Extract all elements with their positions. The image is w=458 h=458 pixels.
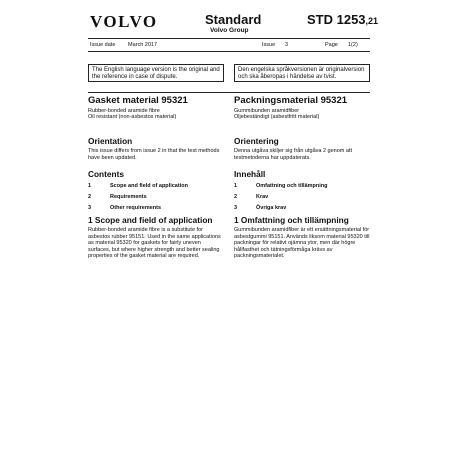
- sv-scope-heading: 1 Omfattning och tillämpning: [234, 215, 349, 225]
- issue-divider: [88, 51, 370, 52]
- en-title: Gasket material 95321: [88, 95, 188, 106]
- notice-divider: [88, 92, 370, 93]
- standard-revision: ,21: [365, 16, 379, 26]
- en-subtitle-2: Oil resistant (non-asbestos material): [88, 114, 177, 120]
- volvo-group-label: Volvo Group: [210, 27, 249, 34]
- volvo-logo: VOLVO: [90, 12, 158, 31]
- sv-toc-item: [234, 205, 286, 211]
- sv-toc-item: [234, 183, 328, 189]
- standard-number: [307, 12, 378, 27]
- en-toc-number: 3: [88, 205, 92, 211]
- en-toc-number: 2: [88, 194, 92, 200]
- notice-box-swedish: Den engelska språkversionen är originalversion och ska åberopas i händelse av tvist.: [234, 64, 370, 82]
- sv-toc-label: Omfattning och tillämpning: [256, 183, 328, 189]
- en-toc-number: 1: [88, 183, 92, 189]
- standard-number-main: STD 1253: [307, 12, 366, 27]
- issue-date-value: March 2017: [128, 42, 158, 48]
- sv-toc-number: 1: [234, 183, 238, 189]
- en-toc-label: Other requirements: [110, 205, 162, 211]
- page-label: Page: [325, 42, 338, 48]
- header-divider: [88, 38, 370, 39]
- en-toc-item: [88, 205, 161, 211]
- standard-label: Standard: [205, 12, 262, 27]
- sv-orientation-text: Denna utgåva skiljer sig från utgåva 2 genom att testmetoderna har uppdaterats.: [234, 148, 353, 161]
- en-orientation-text: This issue differs from issue 2 in that the test methods have been updated.: [88, 148, 220, 161]
- sv-toc-number: 3: [234, 205, 238, 211]
- en-scope-text: Rubber-bonded aramide fibre is a substitute for asbestos rubber 95151. Used in the same applications as material 95320 for gaskets for fairly uneven surfaces, but where higher strength and better sealing properties of the gasket material are required.: [88, 227, 221, 260]
- sv-toc-label: Övriga krav: [256, 205, 287, 211]
- sv-toc-label: Krav: [256, 194, 269, 200]
- sv-scope-text: Gummibunden aramidfiber är ett ersättningsmaterial för asbestgummi 95151. Används liksom material 95320 till packningar för relativt ojämna ytor, men där högre hållfasthet och tätningsförmåga krävs av packningsmaterialet.: [234, 227, 370, 260]
- sv-toc-number: 2: [234, 194, 238, 200]
- en-contents-heading: Contents: [88, 169, 124, 179]
- issue-label: Issue: [262, 42, 276, 48]
- en-orientation-heading: Orientation: [88, 136, 133, 146]
- sv-toc-item: [234, 194, 268, 200]
- notice-box-english: The English language version is the original and the reference in case of dispute.: [88, 64, 224, 82]
- page-value: 1(2): [348, 42, 358, 48]
- en-toc-item: [88, 194, 147, 200]
- sv-title: Packningsmaterial 95321: [234, 95, 348, 106]
- en-toc-label: Requirements: [110, 194, 147, 200]
- en-toc-item: [88, 183, 188, 189]
- sv-subtitle-1: Gummibunden aramidfiber: [234, 108, 300, 114]
- en-subtitle-1: Rubber-bonded aramide fibre: [88, 108, 160, 114]
- sv-orientation-heading: Orientering: [234, 136, 279, 146]
- sv-contents-heading: Innehåll: [234, 169, 266, 179]
- en-toc-label: Scope and field of application: [110, 183, 188, 189]
- issue-value: 3: [285, 42, 289, 48]
- sv-subtitle-2: Oljebeständigt (asbestfritt material): [234, 114, 320, 120]
- en-scope-heading: 1 Scope and field of application: [88, 215, 213, 225]
- issue-date-label: Issue date: [90, 42, 116, 48]
